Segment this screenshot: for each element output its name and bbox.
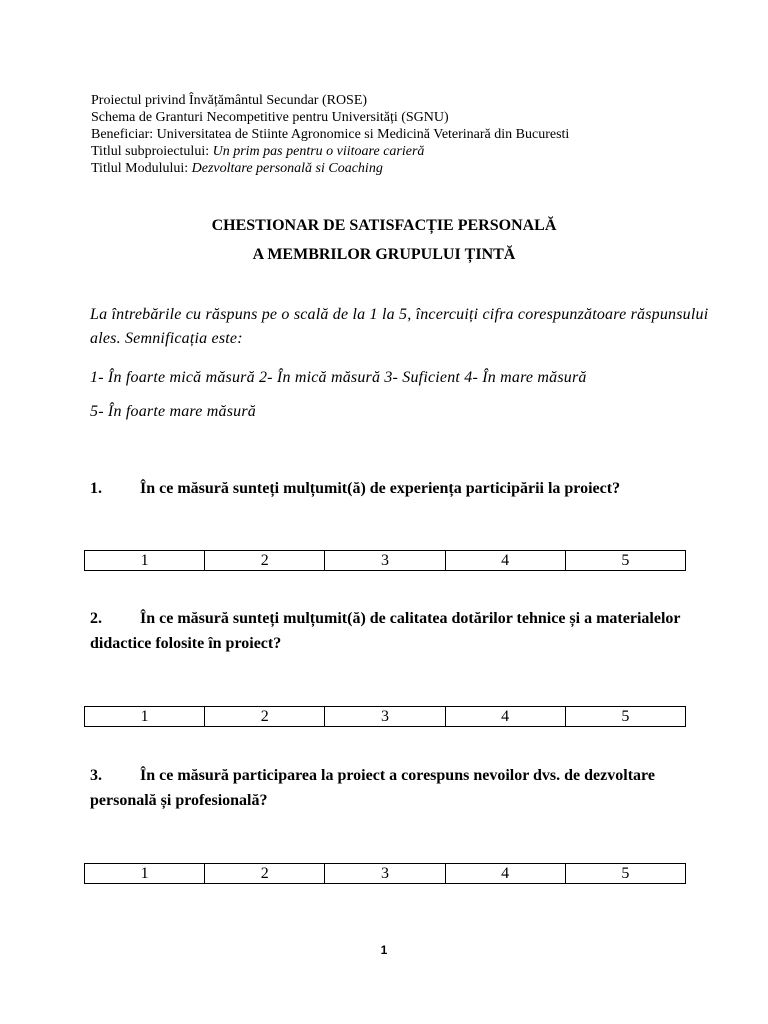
rating-option-2[interactable]: 2: [205, 864, 325, 884]
rating-option-5[interactable]: 5: [565, 551, 685, 571]
header-subproject-line: [91, 143, 569, 160]
rating-option-2[interactable]: 2: [205, 707, 325, 727]
rating-scale-1: [84, 550, 686, 571]
rating-option-1[interactable]: 1: [85, 707, 205, 727]
header-project-line: Proiectul privind Învățământul Secundar (ROSE): [91, 93, 368, 108]
scale-meaning-line-2: 5- În foarte mare măsură: [90, 403, 256, 420]
project-header: [91, 92, 569, 177]
rating-option-4[interactable]: 4: [445, 707, 565, 727]
question-2: [90, 606, 690, 656]
header-module-line: [91, 160, 569, 177]
instructions-text: La întrebările cu răspuns pe o scală de la 1 la 5, încercuiți cifra corespunzătoare răspunsului ales. Semnificația este:: [90, 306, 709, 347]
rating-option-4[interactable]: 4: [445, 864, 565, 884]
header-beneficiary-line: Beneficiar: Universitatea de Stiinte Agronomice si Medicină Veterinară din Bucuresti: [91, 127, 570, 142]
rating-scale-2: [84, 706, 686, 727]
header-scheme-line: Schema de Granturi Necompetitive pentru Universități (SGNU): [91, 110, 449, 125]
rating-option-2[interactable]: 2: [205, 551, 325, 571]
rating-option-1[interactable]: 1: [85, 864, 205, 884]
question-number: 2.: [90, 610, 102, 627]
question-text: În ce măsură sunteți mulțumit(ă) de calitatea dotărilor tehnice și a materialelor didactice folosite în proiect?: [90, 610, 681, 652]
question-3: [90, 763, 690, 813]
subproject-label: Titlul subproiectului:: [91, 144, 213, 159]
document-title-line-2: A MEMBRILOR GRUPULUI ȚINTĂ: [252, 246, 516, 263]
rating-option-5[interactable]: 5: [565, 864, 685, 884]
rating-option-3[interactable]: 3: [325, 707, 445, 727]
module-value: Dezvoltare personală si Coaching: [191, 161, 383, 176]
subproject-value: Un prim pas pentru o viitoare carieră: [212, 144, 425, 159]
scale-meaning-line-1: 1- În foarte mică măsură 2- În mică măsură 3- Suficient 4- În mare măsură: [90, 369, 587, 386]
document-title-line-1: CHESTIONAR DE SATISFACȚIE PERSONALĂ: [211, 217, 557, 234]
rating-option-3[interactable]: 3: [325, 551, 445, 571]
rating-option-5[interactable]: 5: [565, 707, 685, 727]
rating-option-4[interactable]: 4: [445, 551, 565, 571]
question-number: 3.: [90, 767, 102, 784]
page-number: 1: [380, 943, 388, 957]
module-label: Titlul Modulului:: [91, 161, 192, 176]
question-number: 1.: [90, 480, 102, 497]
question-text: În ce măsură participarea la proiect a corespuns nevoilor dvs. de dezvoltare personală și profesională?: [90, 767, 655, 809]
question-text: În ce măsură sunteți mulțumit(ă) de experiența participării la proiect?: [140, 480, 621, 497]
rating-scale-3: [84, 863, 686, 884]
rating-option-1[interactable]: 1: [85, 551, 205, 571]
rating-option-3[interactable]: 3: [325, 864, 445, 884]
question-1: [90, 476, 690, 501]
